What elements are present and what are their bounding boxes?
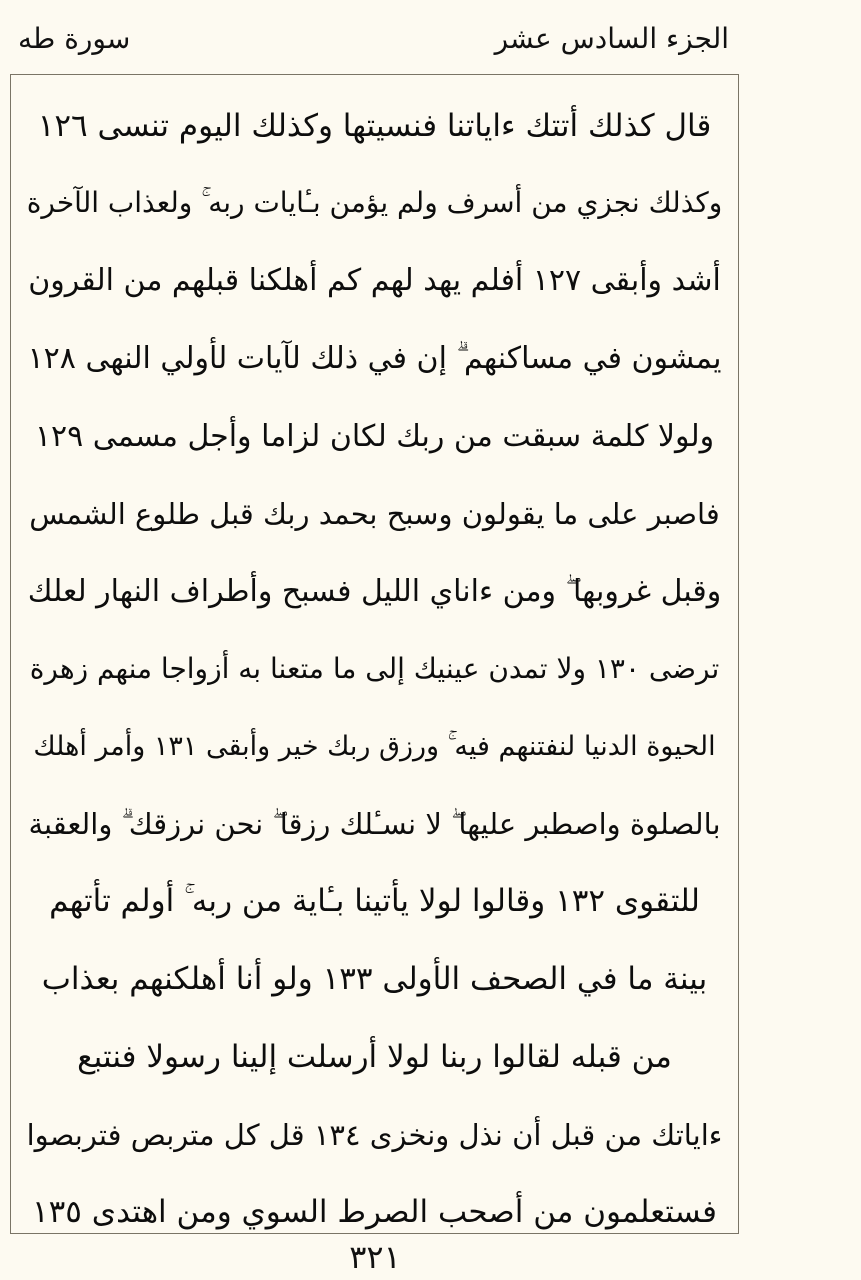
verse-line-text: ءاياتك من قبل أن نذل ونخزى ١٣٤ قل كل متربص فتربصوا [26, 1117, 723, 1152]
verse-line [11, 1018, 738, 1096]
verse-line-text: من قبله لقالوا ربنا لولا أرسلت إلينا رسولا فنتبع [77, 1038, 672, 1075]
verse-line-text: ترضى ١٣٠ ولا تمدن عينيك إلى ما متعنا به أزواجا منهم زهرة [29, 652, 720, 686]
verse-line [11, 553, 738, 631]
verse-line [11, 1096, 738, 1174]
verse-line [11, 475, 738, 553]
verse-line-text: وقبل غروبها ۖ ومن ءاناي الليل فسبح وأطراف النهار لعلك [27, 573, 722, 609]
verse-line-text: بينة ما في الصحف الأولى ١٣٣ ولو أنا أهلكنهم بعذاب [41, 961, 708, 998]
verse-line-text: أشد وأبقى ١٢٧ أفلم يهد لهم كم أهلكنا قبلهم من القرون [28, 263, 721, 299]
juz-title: الجزء السادس عشر [494, 22, 729, 55]
verse-lines [11, 87, 738, 1251]
verse-line [11, 87, 738, 165]
verse-line [11, 863, 738, 941]
surah-title: سورة طه [18, 22, 131, 55]
verse-line [11, 320, 738, 398]
text-frame [10, 74, 739, 1234]
verse-line [11, 242, 738, 320]
verse-line [11, 630, 738, 708]
verse-line [11, 941, 738, 1019]
page-header [0, 0, 861, 70]
verse-line [11, 397, 738, 475]
page-number: ٣٢١ [349, 1238, 401, 1276]
verse-line-text: ولولا كلمة سبقت من ربك لكان لزاما وأجل مسمى ١٢٩ [34, 418, 715, 454]
verse-line [11, 785, 738, 863]
verse-line-text: فستعلمون من أصحب الصرط السوي ومن اهتدى ١٣٥ [32, 1194, 717, 1231]
verse-line-text: قال كذلك أتتك ءاياتنا فنسيتها وكذلك اليوم تنسى ١٢٦ [37, 107, 712, 144]
verse-line-text: بالصلوة واصطبر عليها ۖ لا نسـٔلك رزقا ۖ نحن نرزقك ۗ والعقبة [28, 806, 721, 841]
verse-line-text: يمشون في مساكنهم ۗ إن في ذلك لآيات لأولي النهى ١٢٨ [27, 341, 722, 377]
verse-line-text: فاصبر على ما يقولون وسبح بحمد ربك قبل طلوع الشمس [29, 496, 720, 531]
verse-line-text: وكذلك نجزي من أسرف ولم يؤمن بـٔايات ربه ۚ ولعذاب الآخرة [26, 186, 723, 220]
verse-line-text: الحيوة الدنيا لنفتنهم فيه ۚ ورزق ربك خير وأبقى ١٣١ وأمر أهلك [33, 730, 716, 762]
verse-line [11, 165, 738, 243]
verse-line [11, 708, 738, 786]
verse-line-text: للتقوى ١٣٢ وقالوا لولا يأتينا بـٔاية من ربه ۚ أولم تأتهم [49, 883, 700, 920]
